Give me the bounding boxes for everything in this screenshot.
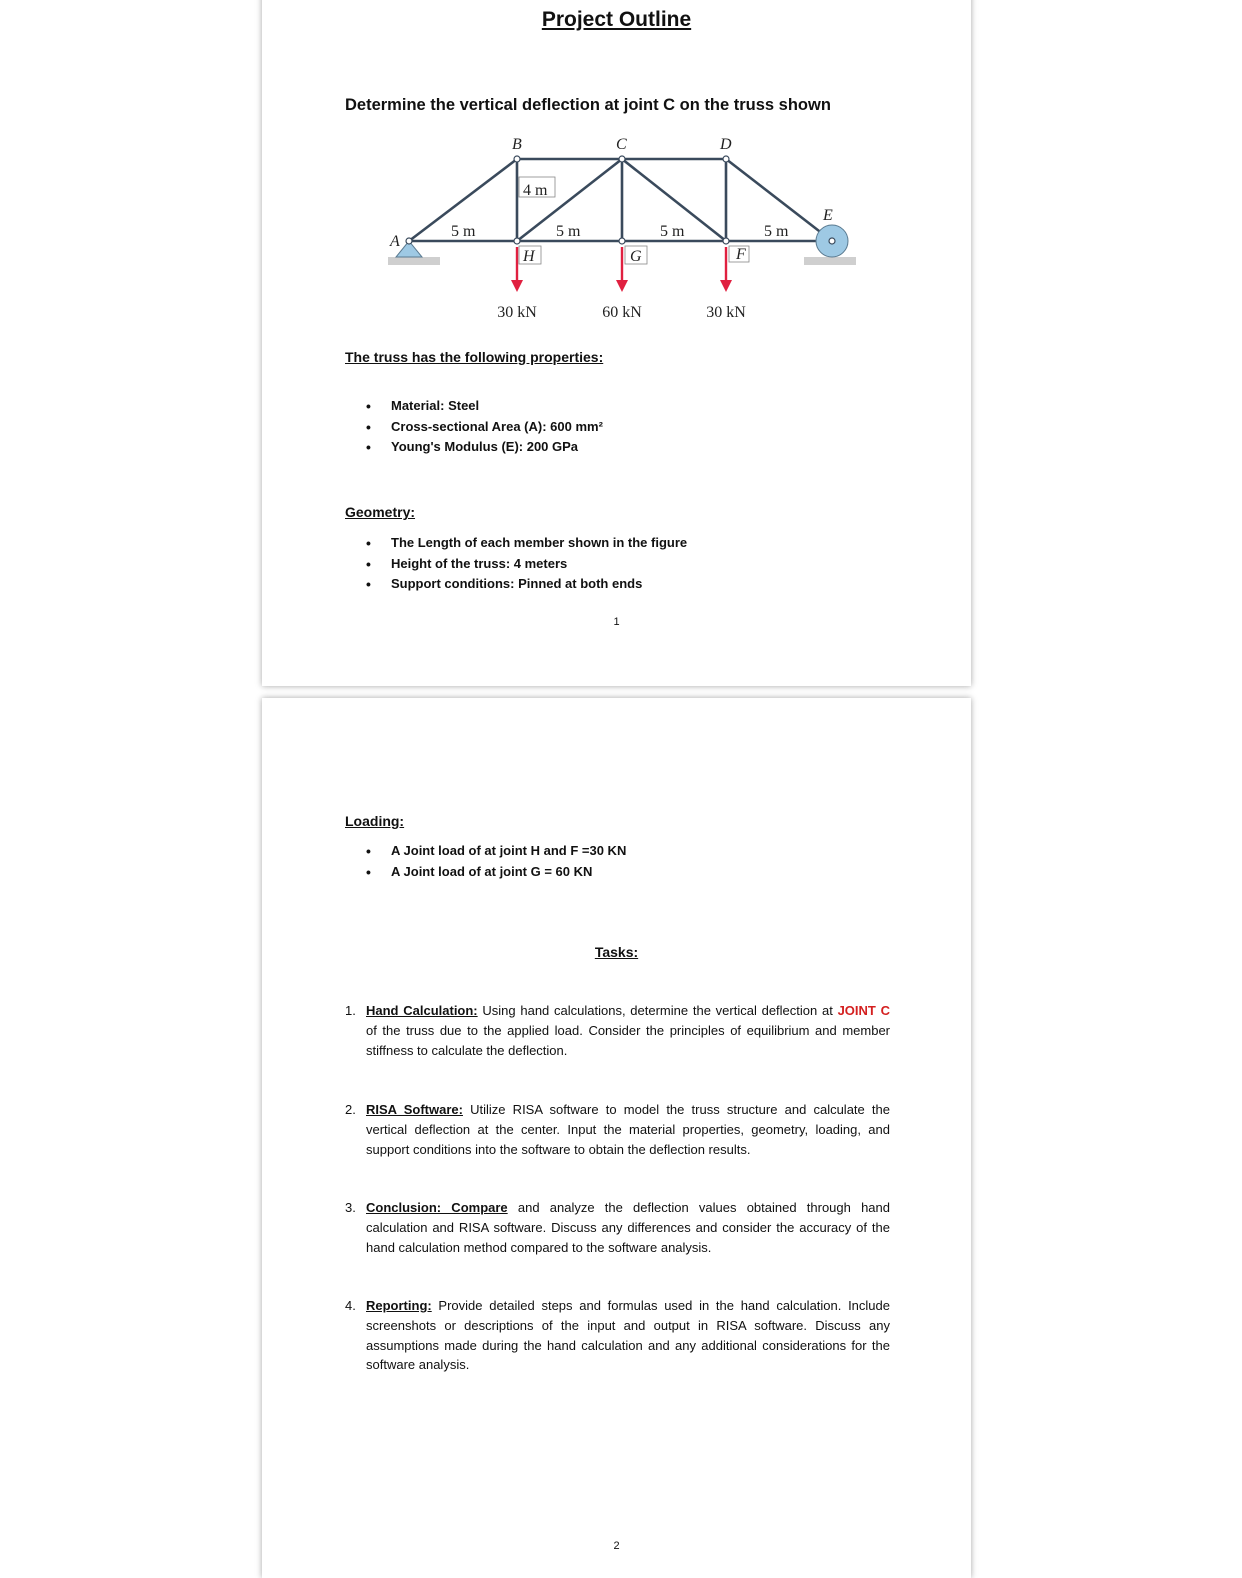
dim-height: 4 m: [523, 182, 548, 199]
list-item: • Young's Modulus (E): 200 GPa: [366, 437, 603, 458]
joint-label-A: A: [390, 233, 400, 250]
task-number: 1.: [345, 1003, 356, 1018]
task-title: RISA Software:: [366, 1102, 463, 1117]
joint-label-D: D: [720, 136, 732, 153]
task-highlight: JOINT C: [837, 1003, 890, 1018]
question-text: Determine the vertical deflection at joint C on the truss shown: [345, 96, 831, 114]
load-G: 60 kN: [602, 304, 642, 321]
tasks-heading: Tasks:: [594, 944, 639, 960]
list-item: • A Joint load of at joint H and F =30 KN: [366, 841, 626, 862]
dim-panel-2: 5 m: [556, 223, 581, 240]
task-title: Hand Calculation:: [366, 1003, 478, 1018]
task-1: [345, 1001, 890, 1060]
properties-heading: The truss has the following properties:: [345, 349, 604, 365]
task-text: and analyze the deflection values obtained through hand calculation and RISA software. Discuss any differences and consider the accuracy of the hand calculation method compared to the software analysis.: [366, 1200, 890, 1255]
task-2: [345, 1100, 890, 1159]
ground-right: [804, 257, 856, 265]
page-number: 2: [613, 1540, 620, 1552]
dim-panel-1: 5 m: [451, 223, 476, 240]
load-F: 30 kN: [706, 304, 746, 321]
ground-left: [388, 257, 440, 265]
page-title: Project Outline: [541, 8, 692, 31]
task-title: Conclusion: Compare: [366, 1200, 508, 1215]
dim-panel-3: 5 m: [660, 223, 685, 240]
joint-label-G: G: [630, 248, 642, 265]
load-H: 30 kN: [497, 304, 537, 321]
joint-label-E: E: [823, 207, 833, 224]
truss-figure: [382, 130, 892, 340]
joint-label-B: B: [512, 136, 522, 153]
loading-heading: Loading:: [345, 813, 405, 829]
dim-panel-4: 5 m: [764, 223, 789, 240]
list-item: • Cross-sectional Area (A): 600 mm²: [366, 417, 603, 438]
joint-label-F: F: [736, 246, 746, 263]
task-title: Reporting:: [366, 1298, 432, 1313]
task-3: [345, 1198, 890, 1257]
page-number: 1: [613, 616, 620, 628]
list-item: • A Joint load of at joint G = 60 KN: [366, 862, 626, 883]
document-page-2: [262, 698, 971, 1578]
task-number: 2.: [345, 1102, 356, 1117]
list-item: • Height of the truss: 4 meters: [366, 554, 687, 575]
properties-list: [366, 396, 603, 458]
list-item: • Material: Steel: [366, 396, 603, 417]
task-number: 3.: [345, 1200, 356, 1215]
load-arrows: [511, 247, 732, 292]
joint-label-H: H: [523, 248, 535, 265]
task-4: [345, 1296, 890, 1375]
task-number: 4.: [345, 1298, 356, 1313]
list-item: • The Length of each member shown in the figure: [366, 533, 687, 554]
loading-list: [366, 841, 626, 882]
task-text: Provide detailed steps and formulas used in the hand calculation. Include screenshots or descriptions of the input and output in RISA software. Discuss any assumptions made during the hand calculation and any additional considerations for the software analysis.: [366, 1298, 890, 1373]
task-text: Utilize RISA software to model the truss structure and calculate the vertical deflection at the center. Input the material properties, geometry, loading, and support conditions into the software to obtain the deflection results.: [366, 1102, 890, 1157]
joint-label-C: C: [616, 136, 627, 153]
task-text: of the truss due to the applied load. Consider the principles of equilibrium and member stiffness to calculate the deflection.: [366, 1022, 890, 1058]
geometry-heading: Geometry:: [345, 504, 416, 520]
task-text: Using hand calculations, determine the vertical deflection at: [477, 1003, 838, 1018]
geometry-list: [366, 533, 687, 595]
list-item: • Support conditions: Pinned at both ends: [366, 574, 687, 595]
document-page-1: [262, 0, 971, 686]
